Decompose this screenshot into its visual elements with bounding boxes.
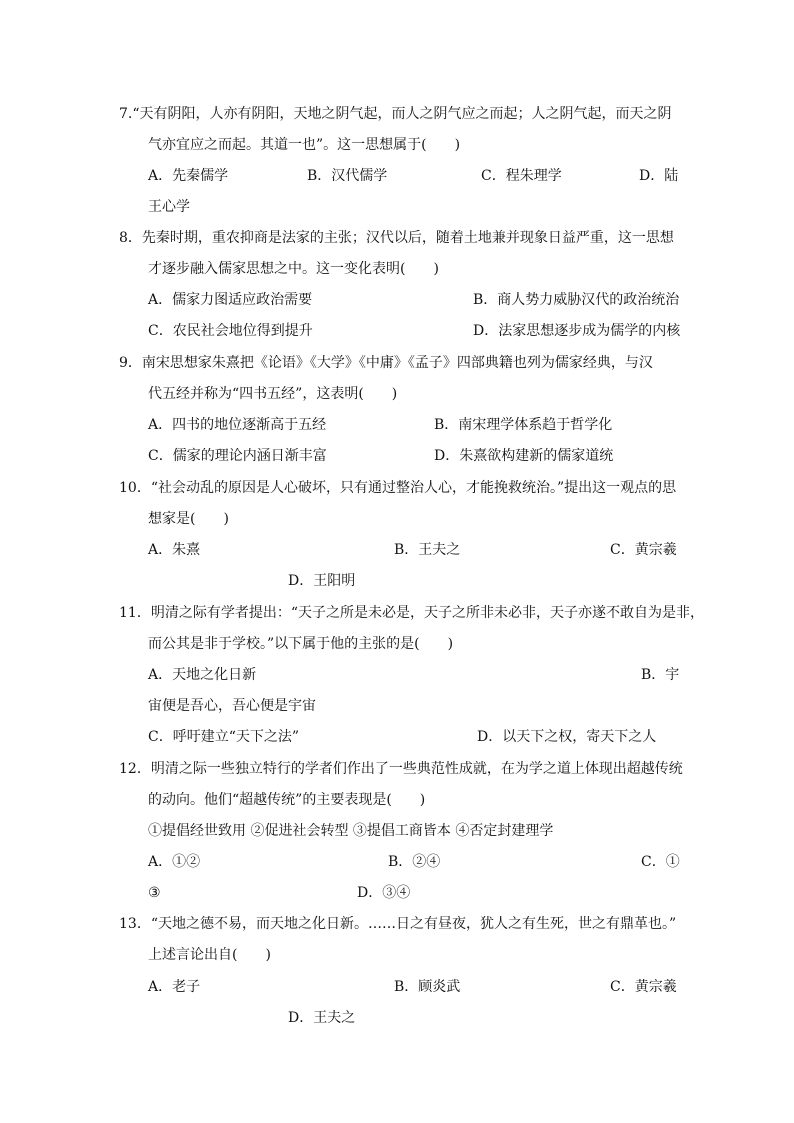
- q11-option-b-continued: 宙便是吾心，吾心便是宇宙: [148, 698, 316, 714]
- q10-option-b: B．王夫之: [394, 542, 461, 558]
- q11-option-c: C．呼吁建立“天下之法”: [148, 729, 300, 745]
- q9-option-b: B．南宋理学体系趋于哲学化: [434, 417, 613, 433]
- q7-stem-line-1: 7.“天有阴阳，人亦有阴阳，天地之阴气起，而人之阴气应之而起；人之阴气起，而天之阴: [119, 106, 672, 122]
- q11-option-d: D．以天下之权，寄天下之人: [477, 729, 657, 745]
- q12-option-d: D．③④: [357, 885, 411, 901]
- q7-option-d-continued: 王心学: [148, 199, 190, 215]
- q11-option-b: B．宇: [641, 667, 680, 683]
- q8-stem-line-1: 8．先秦时期，重农抑商是法家的主张；汉代以后，随着土地兼并现象日益严重，这一思想: [119, 230, 674, 246]
- q7-option-b: B．汉代儒学: [307, 168, 388, 184]
- q13-option-d: D．王夫之: [288, 1010, 356, 1026]
- q9-stem-line-1: 9．南宋思想家朱熹把《论语》《大学》《中庸》《孟子》四部典籍也列为儒家经典，与汉: [119, 355, 653, 371]
- q12-option-c-continued: ③: [148, 885, 161, 901]
- q11-stem-line-2: 而公其是非于学校。”以下属于他的主张的是( ): [148, 636, 454, 652]
- q9-stem-line-2: 代五经并称为“四书五经”，这表明( ): [148, 386, 398, 402]
- q13-option-c: C．黄宗羲: [610, 979, 677, 995]
- q12-option-c: C．①: [641, 854, 680, 870]
- q10-option-c: C．黄宗羲: [610, 542, 677, 558]
- q8-option-b: B．商人势力威胁汉代的政治统治: [473, 292, 680, 308]
- q12-stem-line-2: 的动向。他们“超越传统”的主要表现是( ): [148, 792, 426, 808]
- q12-stem-line-1: 12．明清之际一些独立特行的学者们作出了一些典范性成就，在为学之道上体现出超越传统: [119, 761, 683, 777]
- q10-stem-line-2: 想家是( ): [148, 511, 229, 527]
- q8-option-c: C．农民社会地位得到提升: [148, 323, 313, 339]
- q13-option-b: B．顾炎武: [394, 979, 461, 995]
- q11-stem-line-1: 11．明清之际有学者提出：“天子之所是未必是，天子之所非未必非，天子亦遂不敢自为是非，: [119, 605, 704, 621]
- q8-stem-line-2: 才逐步融入儒家思想之中。这一变化表明( ): [148, 261, 439, 277]
- q12-option-b: B．②④: [388, 854, 441, 870]
- q7-option-d: D．陆: [639, 168, 679, 184]
- q12-statements: ①提倡经世致用 ②促进社会转型 ③提倡工商皆本 ④否定封建理学: [148, 823, 554, 839]
- q10-option-a: A．朱熹: [148, 542, 201, 558]
- q8-option-d: D．法家思想逐步成为儒学的内核: [473, 323, 681, 339]
- q11-option-a: A．天地之化日新: [148, 667, 257, 683]
- q10-stem-line-1: 10．“社会动乱的原因是人心破坏，只有通过整治人心，才能挽救统治。”提出这一观点的思: [119, 480, 677, 496]
- q9-option-c: C．儒家的理论内涵日渐丰富: [148, 448, 327, 464]
- q13-stem-line-1: 13．“天地之德不易，而天地之化日新。……日之有昼夜，犹人之有生死，世之有鼎革也。”: [119, 916, 677, 932]
- q13-option-a: A．老子: [148, 979, 201, 995]
- q12-option-a: A．①②: [148, 854, 201, 870]
- q13-stem-line-2: 上述言论出自( ): [148, 947, 271, 963]
- q8-option-a: A．儒家力图适应政治需要: [148, 292, 313, 308]
- q7-stem-line-2: 气亦宜应之而起。其道一也”。这一思想属于( ): [148, 137, 461, 153]
- q9-option-d: D．朱熹欲构建新的儒家道统: [434, 448, 614, 464]
- q9-option-a: A．四书的地位逐渐高于五经: [148, 417, 327, 433]
- q7-option-c: C．程朱理学: [481, 168, 562, 184]
- q10-option-d: D．王阳明: [288, 573, 356, 589]
- q7-option-a: A．先秦儒学: [148, 168, 229, 184]
